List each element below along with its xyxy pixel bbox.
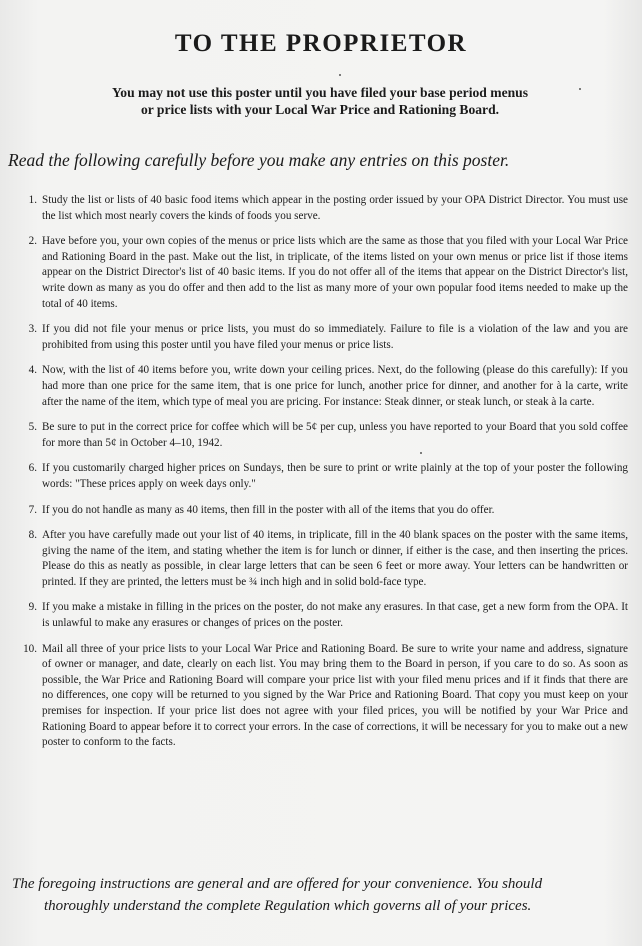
instruction-text: Mail all three of your price lists to your Local War Price and Rationing Board. Be sure to write your name and address, signature of owner or manager, and date, clearly on each list. You may bring them to the Board in person, if you care to do so. As soon as possible, the War Price and Rationing Board will compare your price list with your filed menu prices and if it finds that there are no differences, one copy will be returned to you signed by the War Price and Rationing Board. That copy you must keep on your premises for inspection. If your price list does not agree with your filed prices, you will be notified by your War Price and Rationing Board to appear before it to correct your errors. In the case of corrections, it will be necessary for you to make out a new poster to conform to the facts. [42, 642, 628, 749]
filing-requirement-line-1: You may not use this poster until you have filed your base period menus [111, 85, 529, 100]
instruction-item [0, 234, 642, 312]
instruction-item [0, 193, 642, 224]
footer-note [12, 873, 632, 917]
instruction-number: 5. [28, 421, 37, 434]
instruction-number: 1. [28, 194, 37, 206]
instruction-item [0, 503, 642, 519]
instruction-number: 8. [28, 529, 37, 542]
instruction-text: Study the list or lists of 40 basic food items which appear in the posting order issued by your OPA District Director. You must use the list which most nearly covers the kinds of foods you serve. [42, 194, 628, 222]
paper-speck [339, 74, 341, 76]
paper-speck [579, 88, 581, 90]
instruction-number: 6. [28, 462, 37, 475]
footer-note-line-2: thoroughly understand the complete Regulation which governs all of your prices. [44, 898, 532, 914]
filing-requirement-line-2: or price lists with your Local War Price and Rationing Board. [140, 102, 500, 117]
instruction-item [0, 642, 642, 751]
instruction-item [0, 528, 642, 590]
instruction-text: Now, with the list of 40 items before you, write down your ceiling prices. Next, do the following (please do this carefully): If you had more than one price for the same item, that is one price for lunch, another price for dinner, and another for à la carte, write after the name of the item, which type of meal you are pricing. For instance: Steak dinner, or steak lunch, or steak à la carte. [42, 364, 628, 408]
instruction-item [0, 600, 642, 631]
instruction-number: 10. [23, 642, 37, 655]
instruction-text: If you make a mistake in filling in the prices on the poster, do not make any erasures. In that case, get a new form from the OPA. It is unlawful to make any erasures or changes of prices on the poster. [42, 601, 628, 630]
instruction-item [0, 363, 642, 410]
instruction-item [0, 322, 642, 353]
instruction-text: Be sure to put in the correct price for coffee which will be 5¢ per cup, unless you have reported to your Board that you sold coffee for more than 5¢ in October 4–10, 1942. [42, 421, 628, 449]
instruction-item [0, 461, 642, 492]
read-carefully-heading: Read the following carefully before you make any entries on this poster. [8, 150, 510, 170]
instruction-text: If you customarily charged higher prices on Sundays, then be sure to print or write plainly at the top of your poster the following words: "These prices apply on week days only." [42, 462, 628, 490]
instruction-number: 4. [28, 364, 37, 377]
instruction-text: After you have carefully made out your list of 40 items, in triplicate, fill in the 40 blank spaces on the poster with the same items, giving the name of the item, and stating whether the item is for lunch or dinner, if either is the case, and then inserting the prices. Please do this as neatly as possible, in clear large letters that can be seen 6 feet or more away. Your letters can be handwritten or printed. If they are printed, the letters must be ¾ inch high and in solid bold-face type. [42, 529, 628, 588]
instruction-number: 9. [28, 601, 37, 614]
paper-speck [420, 452, 422, 454]
instruction-text: If you did not file your menus or price lists, you must do so immediately. Failure to file is a violation of the law and you are prohibited from using this poster until you have filed your menus or price lists. [42, 323, 628, 351]
instruction-text: If you do not handle as many as 40 items, then fill in the poster with all of the items that you do offer. [42, 503, 495, 516]
instruction-number: 7. [28, 503, 37, 516]
instructions-list [0, 193, 642, 761]
instruction-number: 3. [28, 323, 37, 336]
footer-note-line-1: The foregoing instructions are general and are offered for your convenience. You should [12, 876, 543, 892]
instruction-text: Have before you, your own copies of the menus or price lists which are the same as those that you filed with your Local War Price and Rationing Board in the past. Make out the list, in triplicate, of the items listed on your own menus or price list if those items appear on the District Director's list of 40 basic items. If you do not offer all of the items that appear on the District Director's list, write down as many as you do offer and then add to the list as many more of your own popular food items needed to make up the total of 40 items. [42, 235, 628, 310]
filing-requirement-notice [60, 84, 580, 118]
instruction-number: 2. [28, 235, 37, 248]
page-title: TO THE PROPRIETOR [174, 30, 468, 57]
instruction-item [0, 420, 642, 451]
